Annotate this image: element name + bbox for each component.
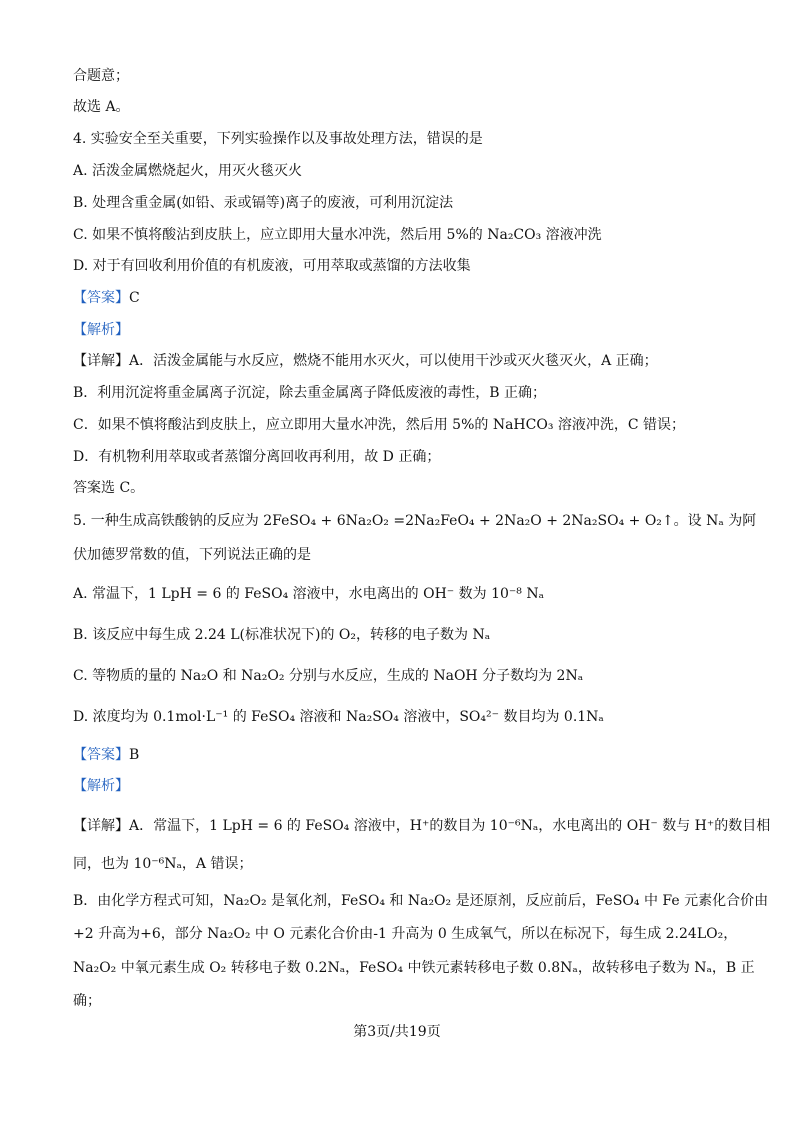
analysis-tag: 【解析】 <box>73 778 129 794</box>
text-line: 合题意； <box>73 68 129 84</box>
answer-line: 【答案】B <box>73 747 140 763</box>
question-5-stem: 5. 一种生成高铁酸钠的反应为 2FeSO₄ + 6Na₂O₂ =2Na₂FeO₄ + 2Na₂O + 2Na₂SO₄ + O₂↑。设 Nₐ 为阿 <box>73 513 757 529</box>
text-line: 故选 A。 <box>73 99 130 115</box>
explanation-line: Na₂O₂ 中氧元素生成 O₂ 转移电子数 0.2Nₐ，FeSO₄ 中铁元素转移电子数 0.8Nₐ，故转移电子数为 Nₐ，B 正 <box>73 960 755 976</box>
page-number: 第3页/共19页 <box>353 1024 441 1040</box>
analysis-line <box>73 321 734 339</box>
option-d: D. 对于有回收利用价值的有机废液，可用萃取或蒸馏的方法收集 <box>73 258 471 274</box>
explanation-line: 同，也为 10⁻⁶Nₐ，A 错误； <box>73 856 253 872</box>
explanation-line: 【详解】A．常温下，1 LpH = 6 的 FeSO₄ 溶液中，H⁺的数目为 10⁻⁶Nₐ，水电离出的 OH⁻ 数与 H⁺的数目相 <box>73 818 771 834</box>
option-d: D. 浓度均为 0.1mol·L⁻¹ 的 FeSO₄ 溶液和 Na₂SO₄ 溶液中，SO₄²⁻ 数目均为 0.1Nₐ <box>73 709 604 725</box>
answer-tag: 【答案】 <box>73 290 129 306</box>
option-c: C. 等物质的量的 Na₂O 和 Na₂O₂ 分别与水反应，生成的 NaOH 分子数均为 2Nₐ <box>73 668 584 684</box>
explanation-line: B．利用沉淀将重金属离子沉淀，除去重金属离子降低废液的毒性，B 正确； <box>73 385 547 401</box>
option-c: C. 如果不慎将酸沾到皮肤上，应立即用大量水冲洗，然后用 5%的 Na₂CO₃ 溶液冲洗 <box>73 227 602 243</box>
question-4-stem: 4. 实验安全至关重要，下列实验操作以及事故处理方法，错误的是 <box>73 131 483 147</box>
answer-line: 【答案】C <box>73 290 140 306</box>
analysis-tag: 【解析】 <box>73 322 129 338</box>
explanation-line: 答案选 C。 <box>73 480 145 496</box>
option-a: A. 活泼金属燃烧起火，用灭火毯灭火 <box>73 163 303 179</box>
option-b: B. 处理含重金属(如铅、汞或镉等)离子的废液，可利用沉淀法 <box>73 195 454 211</box>
question-5-stem: 伏加德罗常数的值，下列说法正确的是 <box>73 547 311 563</box>
explanation-line: B．由化学方程式可知，Na₂O₂ 是氧化剂，FeSO₄ 和 Na₂O₂ 是还原剂，反应前后，FeSO₄ 中 Fe 元素化合价由 <box>73 893 769 909</box>
option-b: B. 该反应中每生成 2.24 L(标准状况下)的 O₂，转移的电子数为 Nₐ <box>73 627 491 643</box>
explanation-line: 确； <box>73 993 101 1009</box>
explanation-line: D．有机物利用萃取或者蒸馏分离回收再利用，故 D 正确； <box>73 449 441 465</box>
explanation-line: 【详解】A．活泼金属能与水反应，燃烧不能用水灭火，可以使用干沙或灭火毯灭火，A 正确； <box>73 353 658 369</box>
explanation-line: +2 升高为+6，部分 Na₂O₂ 中 O 元素化合价由-1 升高为 0 生成氧气，所以在标况下，每生成 2.24LO₂， <box>73 926 738 942</box>
answer-tag: 【答案】 <box>73 747 129 763</box>
option-a: A. 常温下，1 LpH = 6 的 FeSO₄ 溶液中，水电离出的 OH⁻ 数为 10⁻⁸ Nₐ <box>73 586 544 602</box>
analysis-line <box>73 777 734 795</box>
explanation-line: C．如果不慎将酸沾到皮肤上，应立即用大量水冲洗，然后用 5%的 NaHCO₃ 溶液冲洗，C 错误； <box>73 417 686 433</box>
